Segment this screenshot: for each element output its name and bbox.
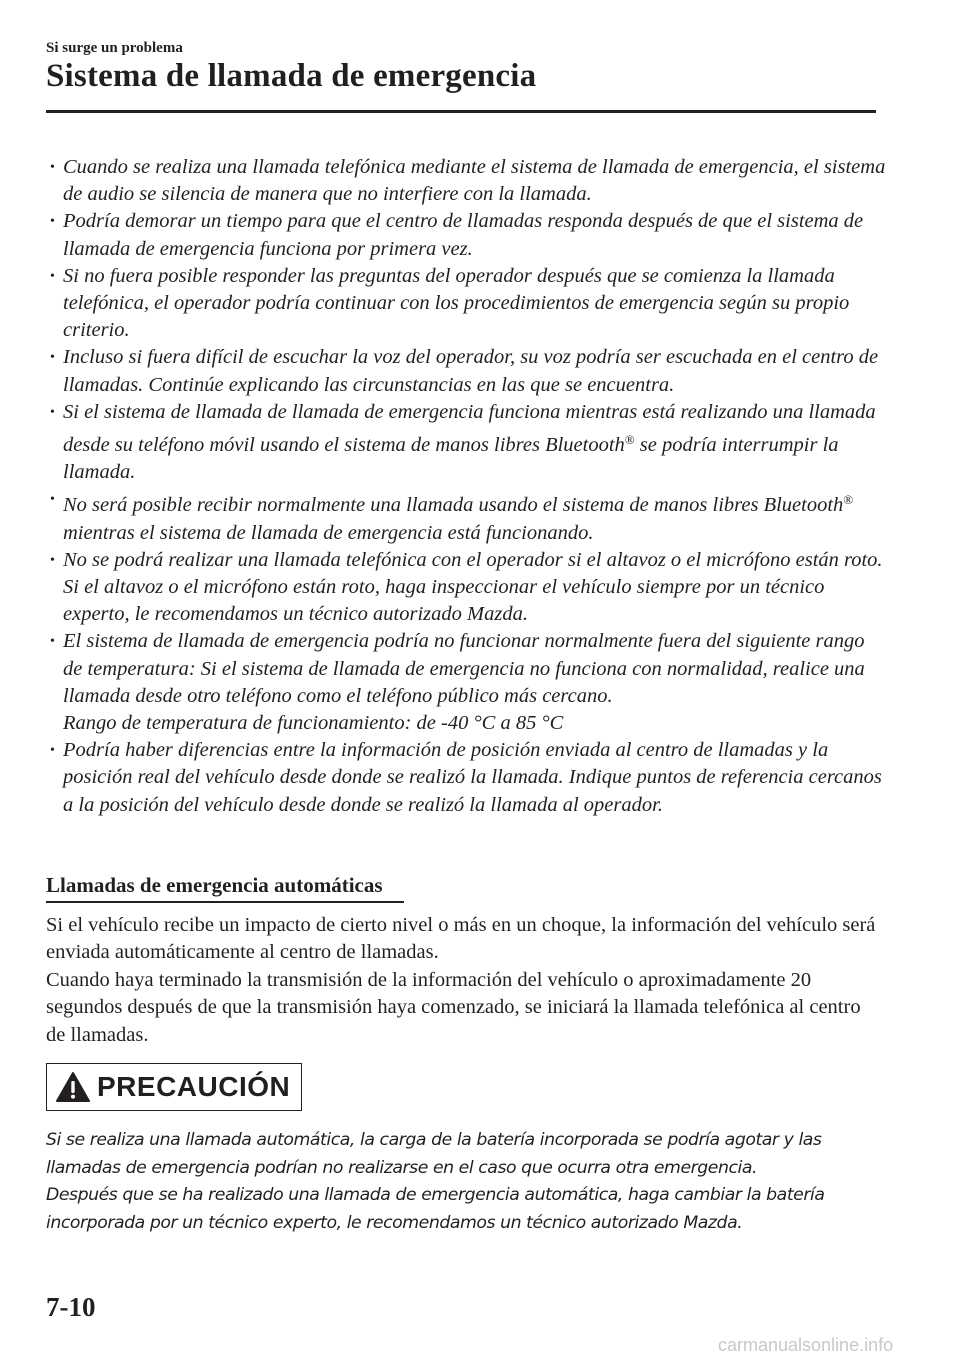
section-label: Si surge un problema: [46, 40, 183, 56]
page-title: Sistema de llamada de emergencia: [46, 58, 537, 94]
caution-label: PRECAUCIÓN: [97, 1071, 291, 1102]
list-item: [46, 399, 886, 487]
registered-mark: ®: [624, 432, 635, 448]
paragraph: Si se realiza una llamada automática, la carga de la batería incorporada se podría agotar y las llamadas de emergencia podrían no realizarse en el caso que ocurra otra emergencia.: [46, 1130, 822, 1178]
list-item: [46, 628, 886, 737]
caution-box: [46, 1063, 302, 1111]
temperature-range: Rango de temperatura de funcionamiento: de -40 °C a 85 °C: [63, 712, 564, 735]
registered-mark: ®: [843, 492, 854, 508]
caution-text: [46, 1127, 896, 1237]
list-item: • Podría haber diferencias entre la información de posición enviada al centro de llamadas y la posición real del vehículo desde donde se realizó la llamada. Indique puntos de referencia cercanos a la posición del vehículo desde donde se realizó la llamada al operador.: [46, 737, 886, 819]
text-segment: se podría interrumpir la llamada.: [63, 434, 839, 484]
header-divider: [46, 110, 876, 113]
text-segment: mientras el sistema de llamada de emergencia está funcionando.: [63, 521, 594, 544]
notes-list: [46, 154, 886, 819]
section-heading: Llamadas de emergencia automáticas: [46, 873, 383, 897]
list-item: • Cuando se realiza una llamada telefónica mediante el sistema de llamada de emergencia, el sistema de audio se silencia de manera que no interfiere con la llamada.: [46, 154, 886, 208]
warning-triangle-icon: [55, 1071, 91, 1103]
paragraph: Después que se ha realizado una llamada de emergencia automática, haga cambiar la batería incorporada por un técnico experto, le recomendamos un técnico autorizado Mazda.: [46, 1185, 825, 1233]
list-item: • No se podrá realizar una llamada telefónica con el operador si el altavoz o el micrófono están roto. Si el altavoz o el micrófono están roto, haga inspeccionar el vehículo siempre por un técnico experto, le recomendamos un técnico autorizado Mazda.: [46, 547, 886, 629]
list-item: • Incluso si fuera difícil de escuchar la voz del operador, su voz podría ser escuchada en el centro de llamadas. Continúe explicando las circunstancias en las que se encuentra.: [46, 344, 886, 398]
paragraph: Cuando haya terminado la transmisión de la información del vehículo o aproximadamente 20 segundos después de que la transmisión haya comenzado, se iniciará la llamada telefónica al centro de llamadas.: [46, 968, 861, 1046]
paragraph: Si el vehículo recibe un impacto de cierto nivel o más en un choque, la información del vehículo será enviada automáticamente al centro de llamadas.: [46, 914, 876, 964]
page-number: 7-10: [46, 1292, 96, 1322]
body-text: [46, 912, 876, 1049]
text-segment: El sistema de llamada de emergencia podría no funcionar normalmente fuera del siguiente rango de temperatura: Si el sistema de llamada de emergencia no funciona con normalidad, realice una llamada desde otro teléfono como el teléfono público más cercano.: [63, 630, 865, 707]
section-heading-underline: [46, 901, 404, 903]
watermark: carmanualsonline.info: [718, 1335, 894, 1355]
text-segment: No será posible recibir normalmente una llamada usando el sistema de manos libres Bluetooth: [63, 494, 844, 517]
list-item: [46, 486, 886, 546]
list-item: • Si no fuera posible responder las preguntas del operador después que se comienza la llamada telefónica, el operador podría continuar con los procedimientos de emergencia según su propio criterio.: [46, 263, 886, 345]
text-segment: Si el sistema de llamada de llamada de emergencia funciona mientras está realizando una llamada desde su teléfono móvil usando el sistema de manos libres Bluetooth: [63, 400, 876, 457]
list-item: • Podría demorar un tiempo para que el centro de llamadas responda después de que el sistema de llamada de emergencia funciona por primera vez.: [46, 208, 886, 262]
